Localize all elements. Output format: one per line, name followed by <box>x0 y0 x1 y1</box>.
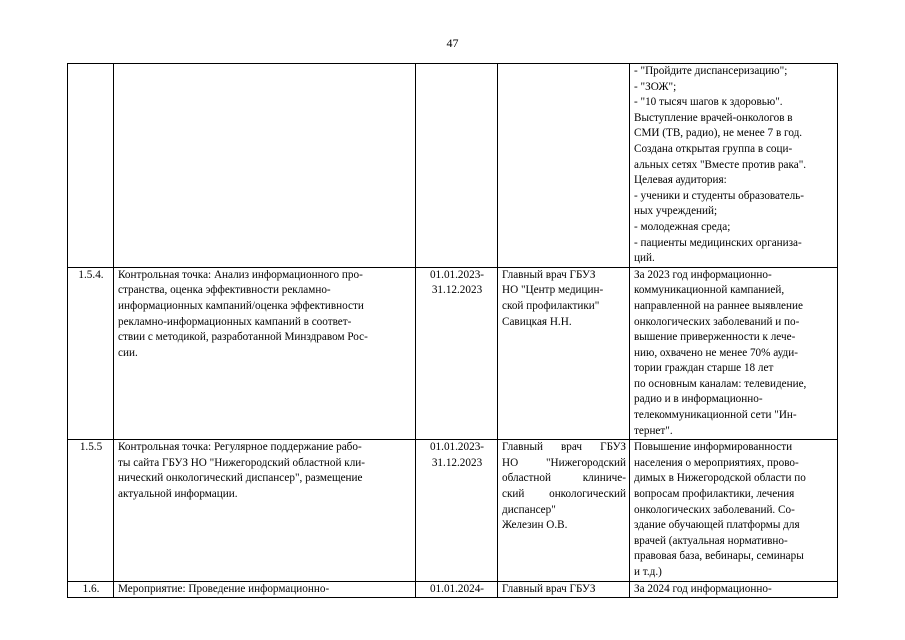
text-line: Повышение информированности <box>634 441 793 454</box>
text-line: странства, оценка эффективности рекламно- <box>118 284 331 297</box>
text-line: - "10 тысяч шагов к здоровью". <box>634 96 783 109</box>
text-line: Создана открытая группа в соци- <box>634 142 793 155</box>
cell-result <box>630 64 838 268</box>
text-line: по основным каналам: телевидение, <box>634 377 807 390</box>
text-line: тории граждан старше 18 лет <box>634 362 774 375</box>
text-line: За 2023 год информационно- <box>634 268 772 281</box>
text-line: вопросам профилактики, лечения <box>634 488 795 501</box>
text-line: рекламно-информационных кампаний в соответ- <box>118 315 352 328</box>
text-line: ский онкологический <box>502 488 626 501</box>
text-line: правовая база, вебинары, семинары <box>634 550 804 563</box>
text-line: - молодежная среда; <box>634 220 731 233</box>
text-line: радио и в информационно- <box>634 393 763 406</box>
text-line: онкологических заболеваний. Со- <box>634 503 795 516</box>
text-line: ных учреждений; <box>634 205 718 218</box>
text-line: Главный врач ГБУЗ <box>502 582 596 595</box>
cell-number <box>68 64 114 268</box>
table-row-1-5-5 <box>68 440 838 581</box>
text-line: НО "Нижегородский <box>502 456 626 469</box>
text-line: димых в Нижегородской области по <box>634 472 806 485</box>
text-line: здание обучающей платформы для <box>634 519 800 532</box>
cell-responsible <box>498 581 630 598</box>
cell-dates <box>416 64 498 268</box>
text-line: ской профилактики" <box>502 299 600 312</box>
page-number: 47 <box>446 36 459 50</box>
text-line: актуальной информации. <box>118 488 238 501</box>
text-line: альных сетях "Вместе против рака". <box>634 158 807 171</box>
text-line: населения о мероприятиях, прово- <box>634 456 799 469</box>
cell-responsible <box>498 267 630 440</box>
text-line: коммуникационной кампанией, <box>634 284 785 297</box>
text-line: Целевая аудитория: <box>634 174 727 187</box>
text-line: сии. <box>118 346 138 359</box>
date-start: 01.01.2023- <box>429 441 485 454</box>
cell-result <box>630 440 838 581</box>
text-line: ций. <box>634 252 655 265</box>
text-line: Выступление врачей-онкологов в <box>634 111 793 124</box>
text-line: ты сайта ГБУЗ НО "Нижегородский областной кли- <box>118 456 365 469</box>
text-line: врачей (актуальная нормативно- <box>634 534 788 547</box>
date-end: 31.12.2023 <box>431 456 483 469</box>
text-line: Главный врач ГБУЗ <box>502 441 626 454</box>
text-line: областной клиниче- <box>502 472 626 485</box>
text-line: СМИ (ТВ, радио), не менее 7 в год. <box>634 127 803 140</box>
table-row-1-6 <box>68 581 838 598</box>
table-row-1-5-4 <box>68 267 838 440</box>
text-line: нический онкологический диспансер", размещение <box>118 472 363 485</box>
table-row-continuation <box>68 64 838 268</box>
text-line: - пациенты медицинских организа- <box>634 236 802 249</box>
item-number: 1.5.5 <box>79 441 103 454</box>
text-line: онкологических заболеваний и по- <box>634 315 800 328</box>
text-line: вышение приверженности к лече- <box>634 331 796 344</box>
date-start: 01.01.2024- <box>429 582 485 595</box>
text-line: диспансер" <box>502 503 556 516</box>
text-line: нию, охвачено не менее 70% ауди- <box>634 346 798 359</box>
cell-description <box>114 267 416 440</box>
cell-description <box>114 581 416 598</box>
text-line: Железин О.В. <box>502 519 568 532</box>
cell-number <box>68 440 114 581</box>
text-line: телекоммуникационной сети "Ин- <box>634 409 797 422</box>
cell-number <box>68 581 114 598</box>
cell-number <box>68 267 114 440</box>
cell-dates <box>416 440 498 581</box>
text-line: Главный врач ГБУЗ <box>502 268 596 281</box>
item-number: 1.6. <box>82 582 100 595</box>
plan-table <box>67 63 838 598</box>
date-start: 01.01.2023- <box>429 268 485 281</box>
text-line: - ученики и студенты образователь- <box>634 189 804 202</box>
cell-responsible <box>498 64 630 268</box>
text-line: ствии с методикой, разработанной Минздравом Рос- <box>118 331 368 344</box>
cell-description <box>114 64 416 268</box>
text-line: Савицкая Н.Н. <box>502 315 572 328</box>
text-line: - "Пройдите диспансеризацию"; <box>634 65 788 77</box>
cell-description <box>114 440 416 581</box>
text-line: НО "Центр медицин- <box>502 284 604 297</box>
text-line: - "ЗОЖ"; <box>634 80 677 93</box>
cell-dates <box>416 267 498 440</box>
text-line: направленной на раннее выявление <box>634 299 803 312</box>
text-line: Мероприятие: Проведение информационно- <box>118 582 330 595</box>
cell-result <box>630 267 838 440</box>
text-line: Контрольная точка: Регулярное поддержание рабо- <box>118 441 362 454</box>
cell-responsible <box>498 440 630 581</box>
text-line: Контрольная точка: Анализ информационного про- <box>118 268 363 281</box>
cell-result <box>630 581 838 598</box>
item-number: 1.5.4. <box>78 268 104 281</box>
text-line: информационных кампаний/оценка эффективности <box>118 299 364 312</box>
text-line: За 2024 год информационно- <box>634 582 772 595</box>
cell-dates <box>416 581 498 598</box>
date-end: 31.12.2023 <box>431 284 483 297</box>
text-line: и т.д.) <box>634 566 662 578</box>
text-line: тернет". <box>634 424 673 437</box>
